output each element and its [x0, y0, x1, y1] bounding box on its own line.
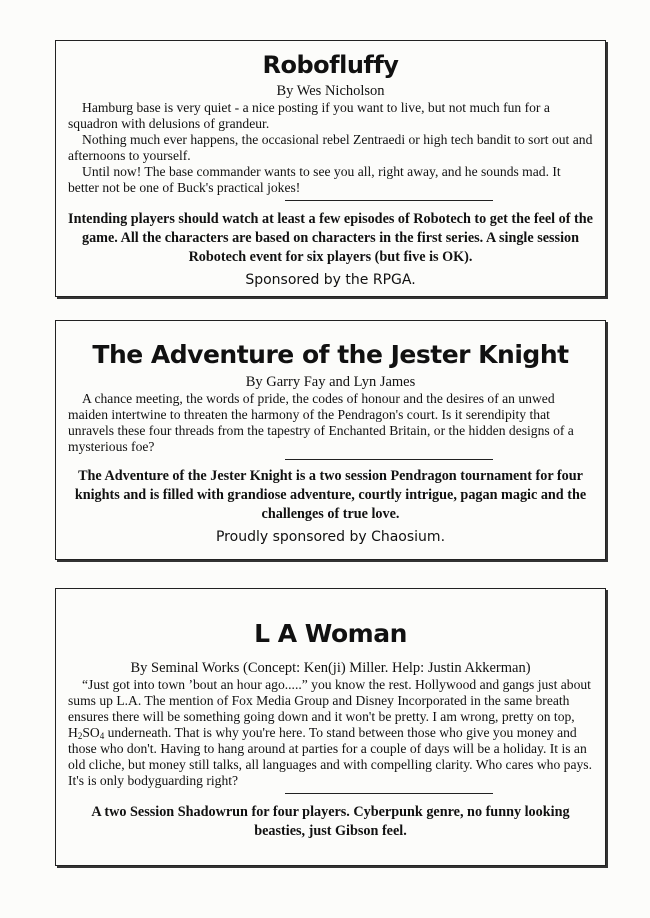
- event-box-robofluffy: [55, 40, 606, 297]
- paragraph-text: underneath. That is why you're here. To stand between those who give you money and those who don't. Having to hang around at parties for a couple of days will be a holiday. It is an old cliche, but money still talks, all languages and with compelling clarity. Who cares who pays. It's is only bodyguarding right?: [68, 725, 592, 788]
- event-box-la-woman: [55, 588, 606, 866]
- subscript: 2: [77, 731, 83, 741]
- event-blurb: The Adventure of the Jester Knight is a two session Pendragon tournament for four knights and is filled with grandiose adventure, courtly intrigue, pagan magic and the challenges of true love.: [74, 468, 587, 522]
- divider: [285, 200, 493, 201]
- event-sponsor: Sponsored by the RPGA.: [245, 272, 416, 288]
- event-byline: By Seminal Works (Concept: Ken(ji) Miller. Help: Justin Akkerman): [130, 660, 531, 676]
- event-paragraph: [68, 677, 593, 789]
- divider: [285, 793, 493, 794]
- event-paragraph: Until now! The base commander wants to see you all, right away, and he sounds mad. It better not be one of Buck's practical jokes!: [68, 164, 561, 195]
- event-sponsor: Proudly sponsored by Chaosium.: [215, 529, 446, 545]
- event-paragraph: A chance meeting, the words of pride, the codes of honour and the desires of an unwed maiden intertwine to threaten the harmony of the Pendragon's court. Is it serendipity that unravels these four threads from the tapestry of Enchanted Britain, or the hidden designs of a mysterious foe?: [68, 391, 574, 454]
- event-blurb: Intending players should watch at least a few episodes of Robotech to get the feel of the game. All the characters are based on characters in the first series. A single session Robotech event for six players (but five is OK).: [68, 211, 593, 265]
- formula-text: SO: [82, 725, 100, 740]
- divider: [285, 459, 493, 460]
- event-paragraph: Hamburg base is very quiet - a nice posting if you want to live, but not much fun for a squadron with delusions of grandeur.: [68, 100, 550, 131]
- subscript: 4: [99, 731, 105, 741]
- paragraph-text: “Just got into town ’bout an hour ago.....” you know the rest. Hollywood and gangs just about sums up L.A. The mention of Fox Media Group and Disney Incorporated in the same breath ensures there will be something going down and it won't be pretty. I am wrong, pretty on top, H: [68, 677, 591, 740]
- event-box-jester-knight: [55, 320, 606, 560]
- event-title: Robofluffy: [262, 51, 399, 79]
- event-title: The Adventure of the Jester Knight: [92, 340, 569, 369]
- event-byline: By Wes Nicholson: [276, 83, 385, 99]
- event-blurb: A two Session Shadowrun for four players. Cyberpunk genre, no funny looking beasties, just Gibson feel.: [91, 804, 570, 839]
- event-byline: By Garry Fay and Lyn James: [245, 374, 416, 390]
- event-title: L A Woman: [254, 619, 407, 648]
- event-paragraph: Nothing much ever happens, the occasional rebel Zentraedi or high tech bandit to sort out and afternoons to yourself.: [68, 132, 593, 163]
